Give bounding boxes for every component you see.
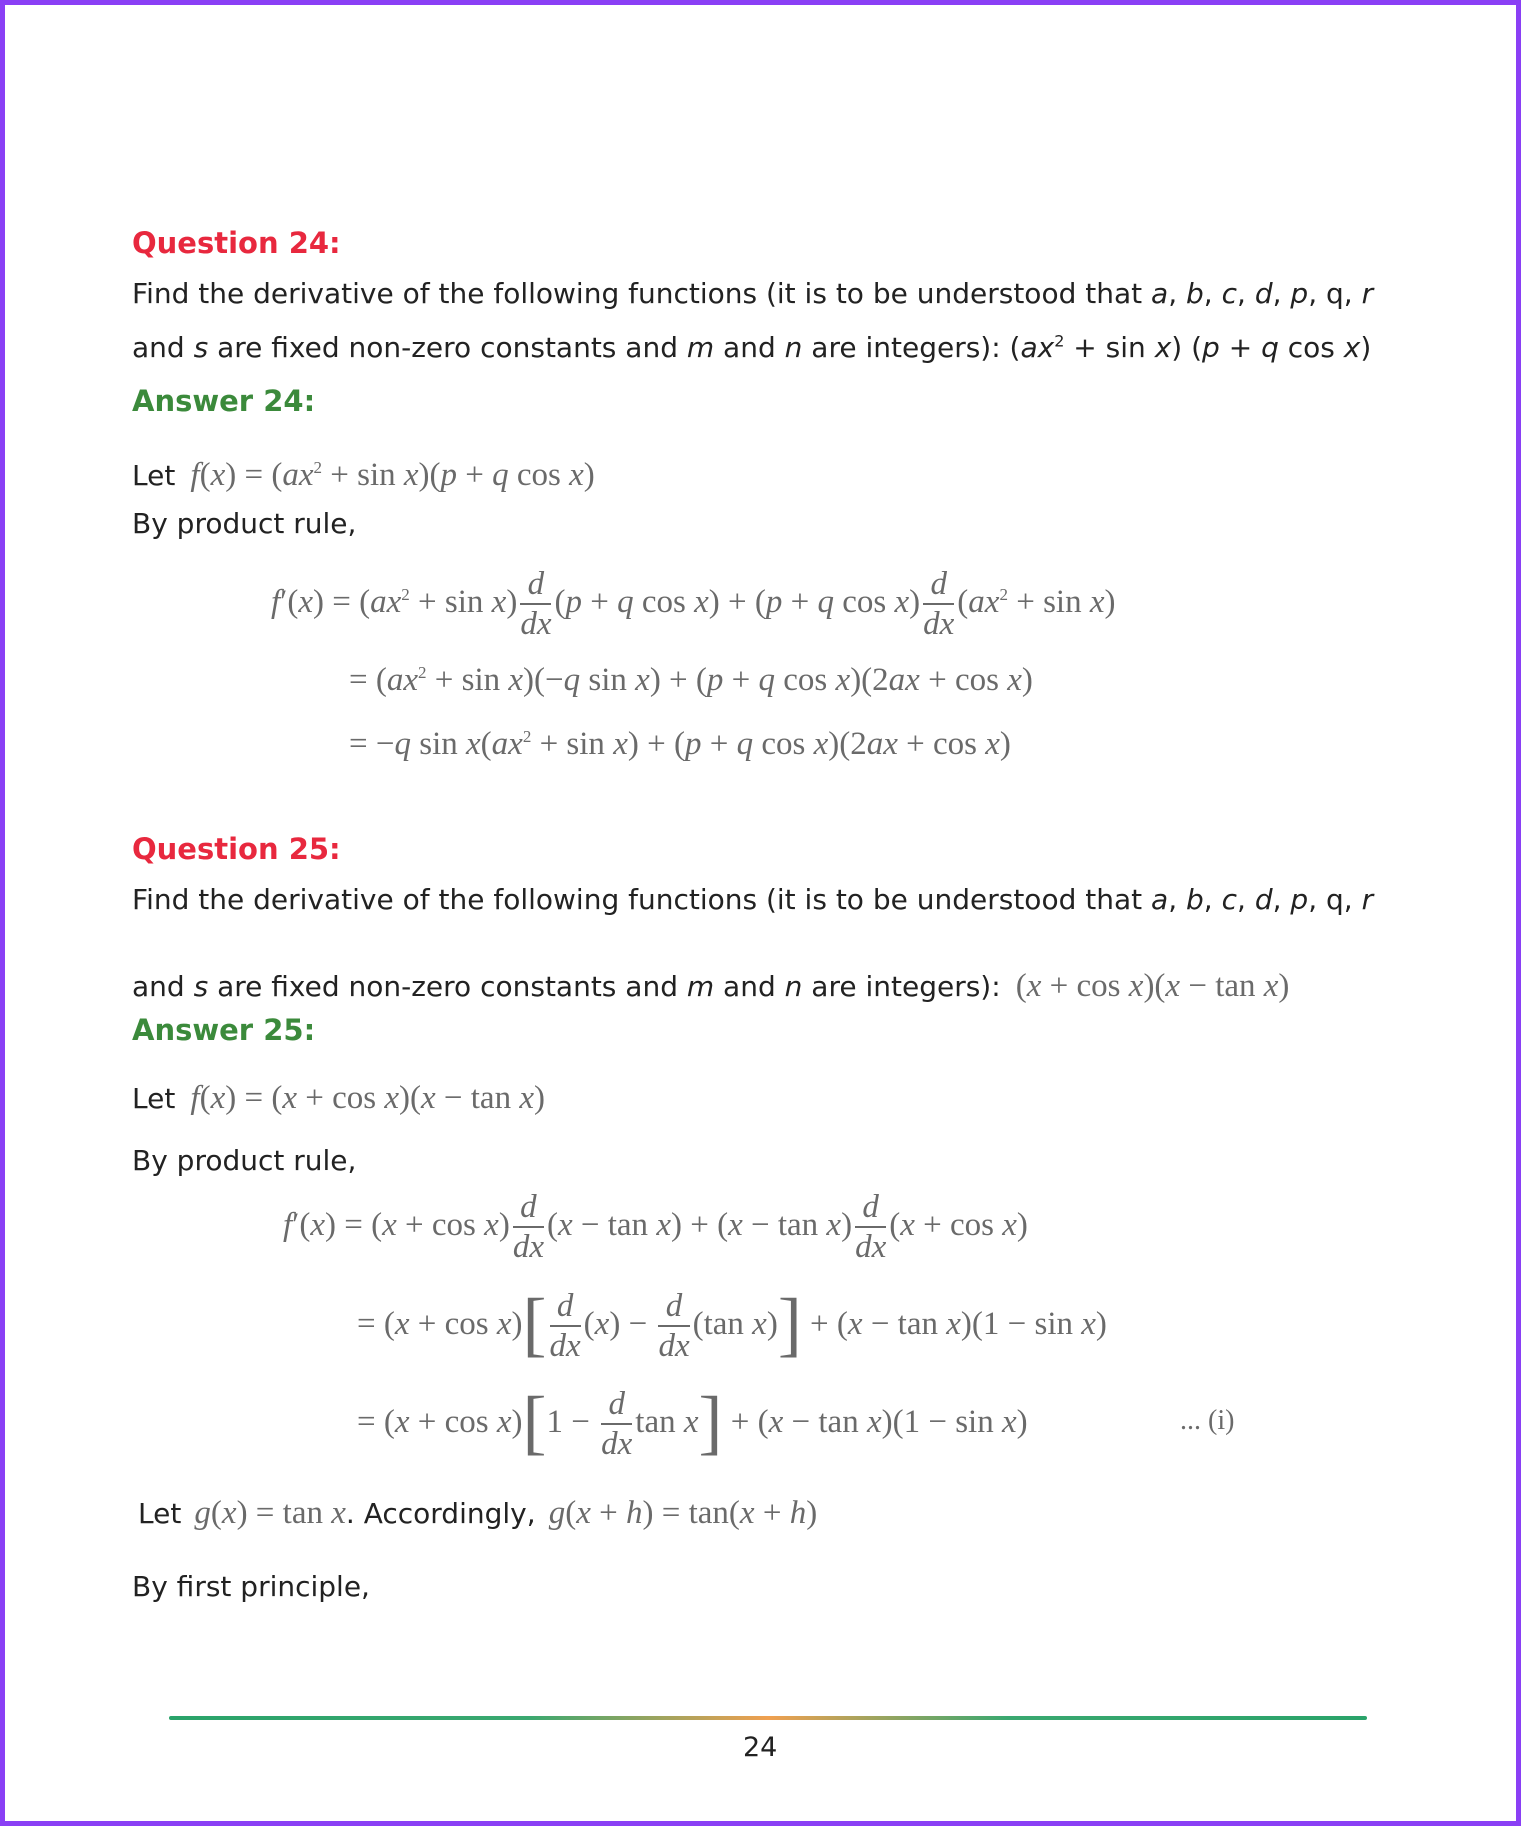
question-25-expression: (x + cos x)(x − tan x) (1015, 968, 1290, 1004)
answer-25-step-2: = (x + cos x)[ $\frac{d}{dx}$ (x) − $\frac{d}{dx}$ (tan x)] + (x − tan x)(1 − sin x) (357, 1284, 1107, 1364)
answer-24-heading: Answer 24: (132, 384, 316, 418)
let-g-line (138, 1495, 817, 1532)
answer-25-step-1: f′(x) = (x + cos x) $\frac{d}{dx}$ (x − tan x) + (x − tan x) $\frac{d}{dx}$ (x + cos x) (283, 1189, 1028, 1265)
answer-24-let (132, 457, 595, 494)
g-definition: g(x) = tan x (194, 1495, 346, 1531)
answer-25-let (132, 1080, 545, 1117)
answer-24-step-3: = −q $\sin x(ax^2 + \sin x) + (p + q$ cos x)(2ax + cos x) (349, 726, 1011, 762)
let-label: Let (132, 1082, 176, 1115)
question-24-text-2: and s are fixed non-zero constants and m and n are integers): $(ax^2 + \sin x) (p + q$ cos x) (132, 331, 1372, 364)
product-rule-label: By product rule, (132, 507, 357, 540)
product-rule-label-25: By product rule, (132, 1144, 357, 1177)
question-24-heading: Question 24: (132, 226, 341, 260)
g-x-plus-h: g(x + h) = tan(x + h) (548, 1495, 818, 1531)
page-number: 24 (743, 1732, 778, 1763)
let-expression: f(x) = (x + cos x)(x − tan x) (190, 1080, 545, 1116)
question-25-text: Find the derivative of the following functions (it is to be understood that a, b, c, d, p, q, r (132, 883, 1374, 916)
question-24-text: Find the derivative of the following functions (it is to be understood that a, b, c, d, p, q, r (132, 277, 1374, 310)
equation-label: ... (i) (1180, 1405, 1235, 1436)
question-25-heading: Question 25: (132, 832, 341, 866)
answer-24-step-2: = $(ax^2 + \sin x)(-q$ sin x) + (p + q cos x)(2ax + cos x) (349, 662, 1033, 698)
accordingly-text: . Accordingly, (345, 1497, 536, 1530)
let-label: Let (132, 459, 176, 492)
answer-24-step-1: $f'(x) = (ax^2 + \sin x)$ $\frac{d}{dx}$ (p + q cos x) + (p + q cos x) $\frac{d}{dx}$ $(ax^2 + \sin x)$ (271, 566, 1116, 642)
let-expression: $f(x) = (ax^2 + \sin x)(p + q$ cos x) (190, 457, 595, 493)
let-g-label: Let (138, 1497, 182, 1530)
answer-25-step-3: = (x + cos x)[1 − $\frac{d}{dx}$ tan x] + (x − tan x)(1 − sin x) (357, 1382, 1028, 1462)
footer-divider (169, 1716, 1367, 1720)
first-principle-label: By first principle, (132, 1570, 370, 1603)
answer-25-heading: Answer 25: (132, 1013, 316, 1047)
question-25-text-2: and s are fixed non-zero constants and m and n are integers): (x + cos x)(x − tan x) (132, 968, 1290, 1004)
